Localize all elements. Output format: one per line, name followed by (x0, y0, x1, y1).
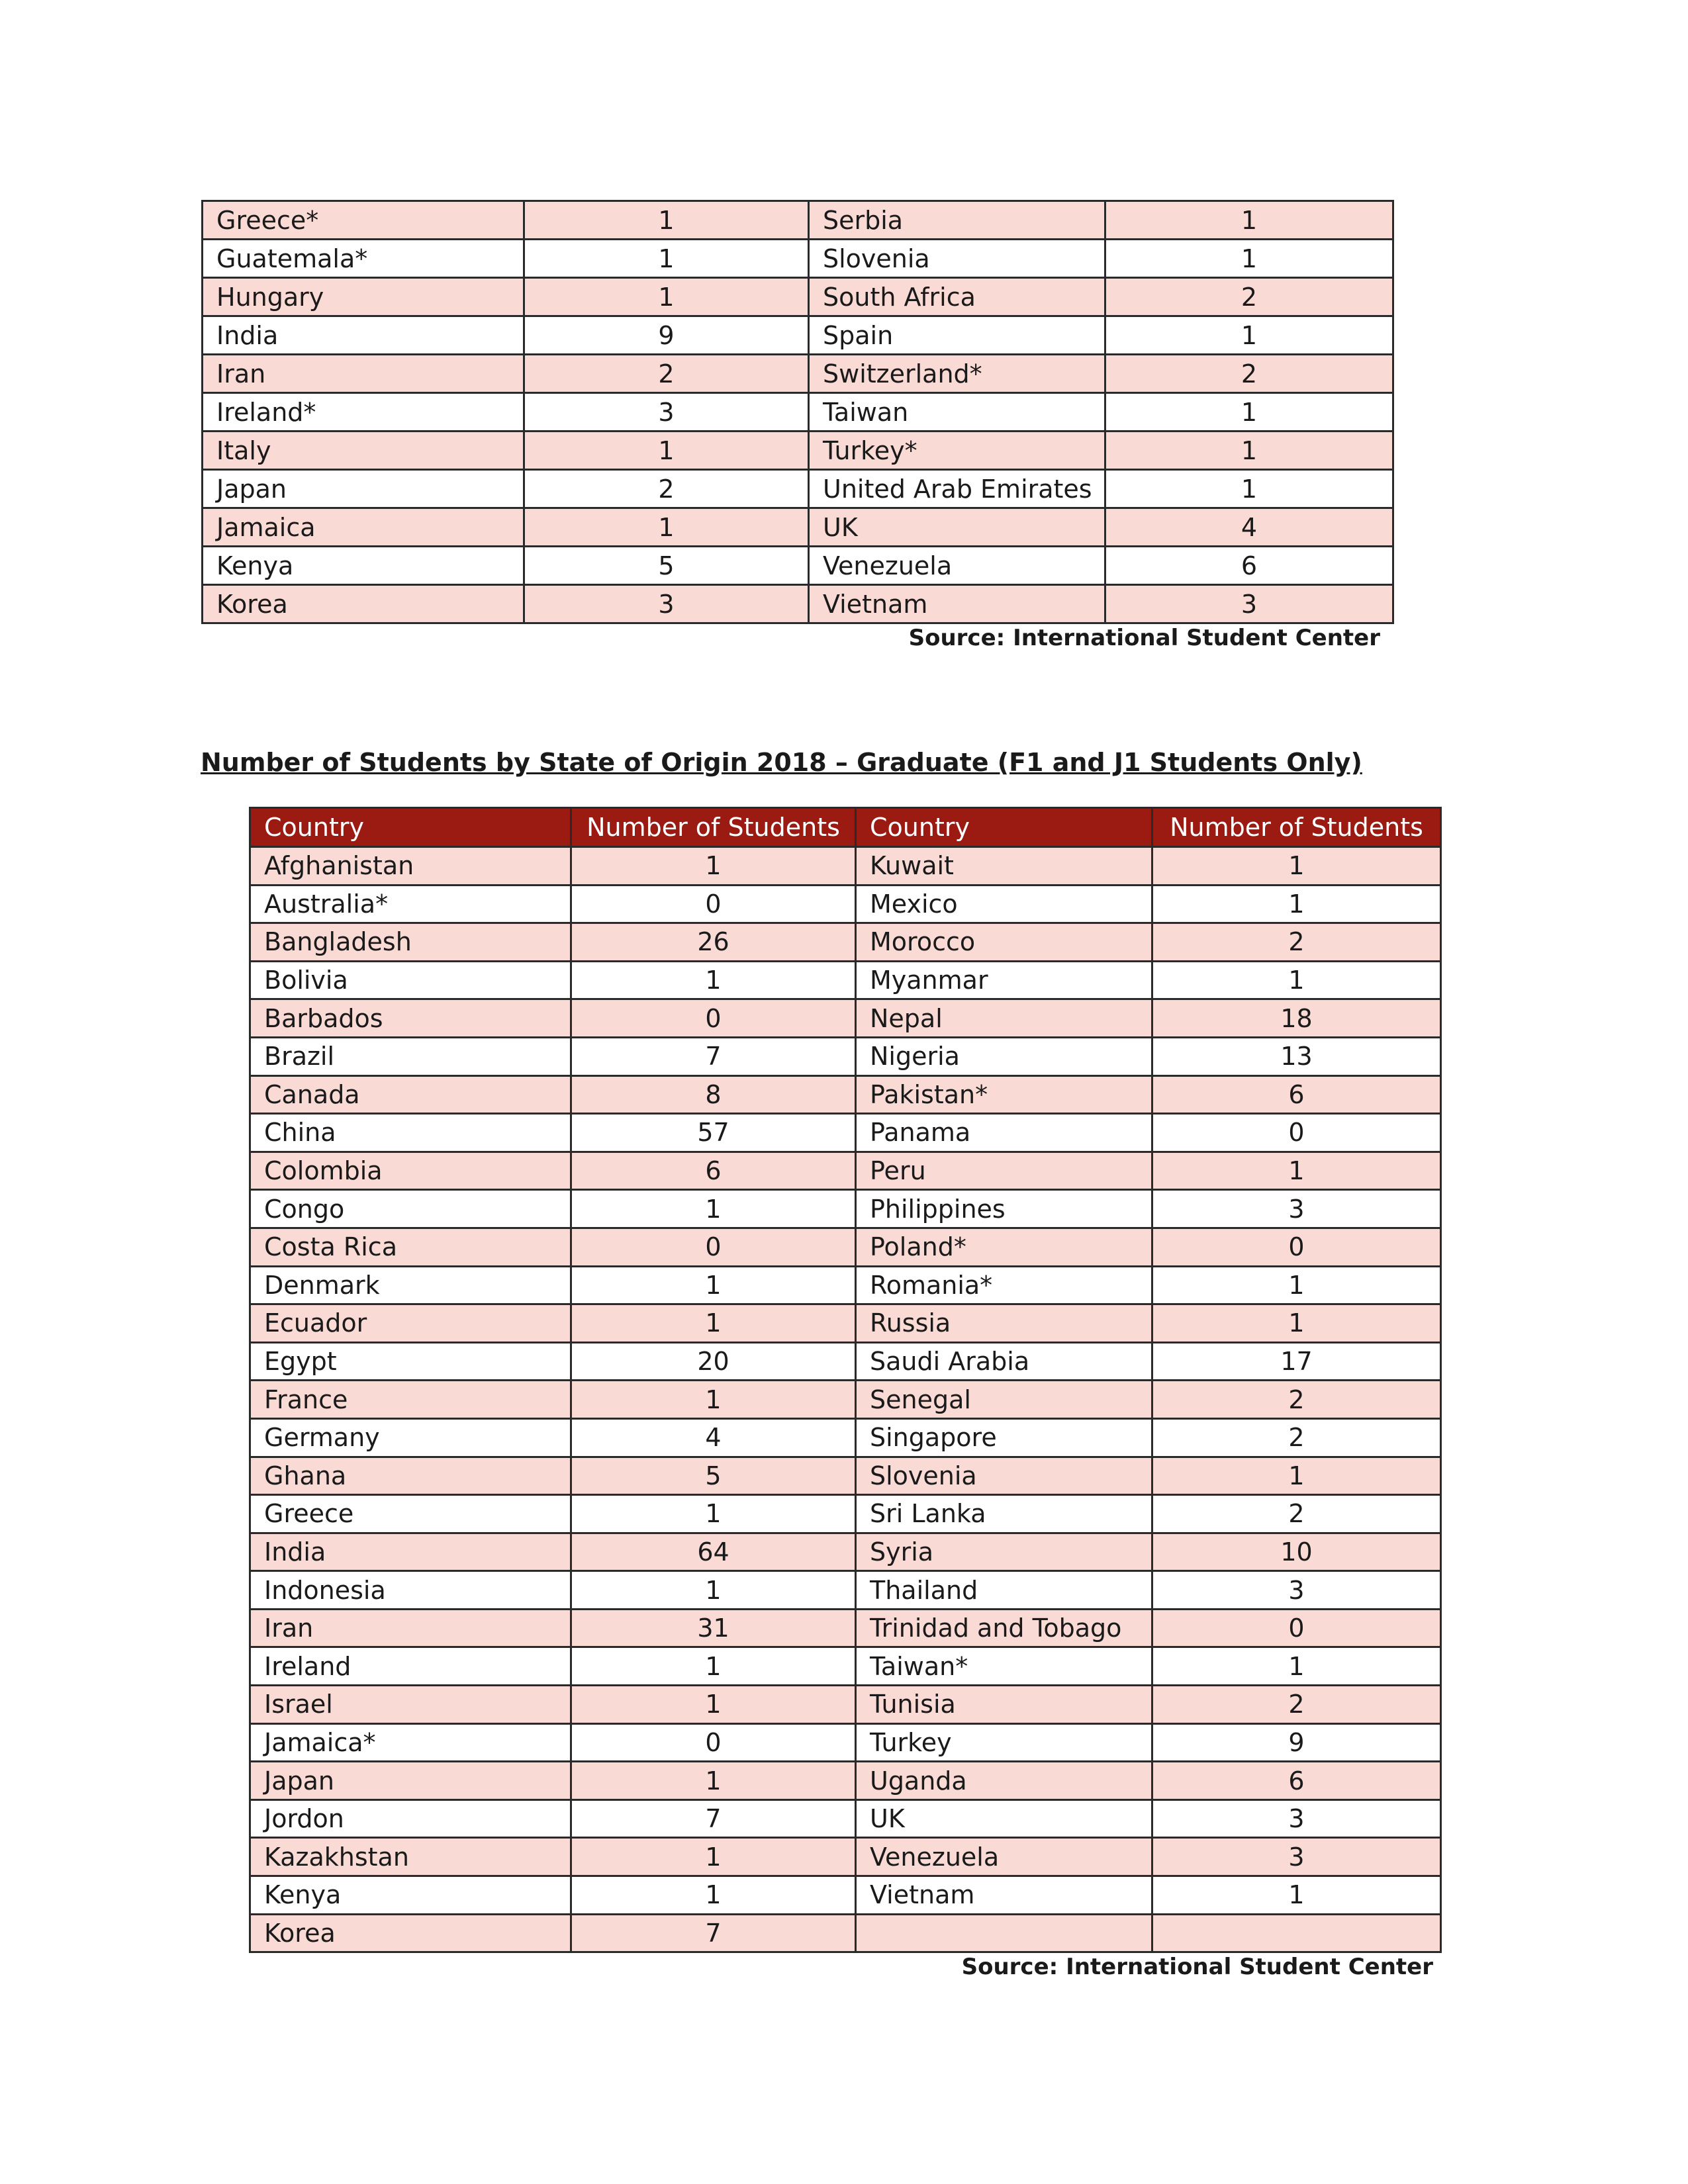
country-cell: Kenya (203, 547, 524, 585)
count-cell: 5 (571, 1457, 856, 1495)
table-row (250, 1838, 1441, 1876)
table-row (250, 1647, 1441, 1686)
country-cell: Trinidad and Tobago (856, 1609, 1152, 1647)
country-cell: Hungary (203, 278, 524, 316)
country-cell: Venezuela (809, 547, 1105, 585)
country-cell: Egypt (250, 1342, 571, 1381)
count-cell: 1 (1105, 393, 1393, 432)
table-row (250, 1495, 1441, 1533)
table-row (203, 432, 1393, 470)
count-cell: 1 (571, 1571, 856, 1610)
count-cell: 4 (1105, 508, 1393, 547)
count-cell: 64 (571, 1533, 856, 1571)
table-row (203, 201, 1393, 240)
country-cell: Japan (203, 470, 524, 508)
table-row (250, 1762, 1441, 1800)
table-row (250, 1304, 1441, 1343)
count-cell: 1 (524, 508, 809, 547)
country-cell (856, 1914, 1152, 1952)
count-cell: 0 (1152, 1114, 1441, 1152)
country-cell: Ireland* (203, 393, 524, 432)
count-cell: 1 (1152, 1457, 1441, 1495)
country-cell: Turkey* (809, 432, 1105, 470)
country-cell: Mexico (856, 885, 1152, 923)
count-cell: 3 (1152, 1571, 1441, 1610)
country-cell: Thailand (856, 1571, 1152, 1610)
table-row (250, 1457, 1441, 1495)
country-cell: Nepal (856, 999, 1152, 1038)
count-cell: 20 (571, 1342, 856, 1381)
country-cell: Jamaica* (250, 1723, 571, 1762)
country-cell: Brazil (250, 1037, 571, 1075)
country-cell: Philippines (856, 1190, 1152, 1228)
count-cell: 3 (1152, 1799, 1441, 1838)
country-cell: Turkey (856, 1723, 1152, 1762)
table-row (250, 885, 1441, 923)
count-cell: 2 (1105, 278, 1393, 316)
count-cell: 1 (1152, 1152, 1441, 1190)
count-cell: 3 (524, 393, 809, 432)
country-cell: China (250, 1114, 571, 1152)
count-cell: 9 (1152, 1723, 1441, 1762)
country-cell: Ghana (250, 1457, 571, 1495)
country-cell: Congo (250, 1190, 571, 1228)
count-cell: 2 (524, 355, 809, 393)
count-cell: 6 (571, 1152, 856, 1190)
country-cell: Syria (856, 1533, 1152, 1571)
table-row (250, 999, 1441, 1038)
count-cell: 6 (1152, 1075, 1441, 1114)
country-cell: Barbados (250, 999, 571, 1038)
table-row (250, 1342, 1441, 1381)
country-cell: Morocco (856, 923, 1152, 962)
count-cell: 0 (571, 1723, 856, 1762)
country-cell: Denmark (250, 1266, 571, 1304)
country-cell: Tunisia (856, 1686, 1152, 1724)
count-cell: 3 (524, 585, 809, 623)
country-cell: Italy (203, 432, 524, 470)
country-cell: UK (809, 508, 1105, 547)
count-cell: 1 (524, 278, 809, 316)
country-cell: Kenya (250, 1876, 571, 1915)
count-cell: 2 (1152, 1381, 1441, 1419)
count-cell: 1 (571, 1495, 856, 1533)
table-row (203, 585, 1393, 623)
country-cell: Venezuela (856, 1838, 1152, 1876)
count-cell: 2 (1152, 1418, 1441, 1457)
count-cell: 1 (1152, 847, 1441, 886)
count-cell: 1 (1105, 316, 1393, 355)
table-row (250, 1266, 1441, 1304)
country-cell: Jamaica (203, 508, 524, 547)
country-cell: Vietnam (809, 585, 1105, 623)
country-cell: Afghanistan (250, 847, 571, 886)
country-cell: France (250, 1381, 571, 1419)
count-cell: 1 (1152, 961, 1441, 999)
count-cell: 3 (1152, 1838, 1441, 1876)
source-note: Source: International Student Center (961, 1954, 1433, 1980)
table-row (203, 240, 1393, 278)
count-cell: 2 (1105, 355, 1393, 393)
count-cell: 1 (571, 1266, 856, 1304)
table-row (250, 1609, 1441, 1647)
table-row (250, 1228, 1441, 1266)
count-cell: 1 (524, 432, 809, 470)
country-cell: Sri Lanka (856, 1495, 1152, 1533)
country-cell: Bangladesh (250, 923, 571, 962)
country-cell: Slovenia (856, 1457, 1152, 1495)
table-row (203, 393, 1393, 432)
count-cell: 1 (1105, 240, 1393, 278)
country-cell: South Africa (809, 278, 1105, 316)
country-cell: Korea (250, 1914, 571, 1952)
count-cell: 31 (571, 1609, 856, 1647)
country-cell: Greece* (203, 201, 524, 240)
count-cell: 1 (1152, 1266, 1441, 1304)
country-cell: Australia* (250, 885, 571, 923)
section-title: Number of Students by State of Origin 2018 – Graduate (F1 and J1 Students Only) (201, 748, 1362, 777)
country-cell: Japan (250, 1762, 571, 1800)
country-cell: Ireland (250, 1647, 571, 1686)
country-cell: Taiwan* (856, 1647, 1152, 1686)
table-row (203, 508, 1393, 547)
table-row (250, 1381, 1441, 1419)
count-cell: 2 (1152, 923, 1441, 962)
count-cell: 2 (1152, 1686, 1441, 1724)
country-cell: United Arab Emirates (809, 470, 1105, 508)
country-cell: Indonesia (250, 1571, 571, 1610)
country-cell: Serbia (809, 201, 1105, 240)
country-cell: Slovenia (809, 240, 1105, 278)
count-cell: 1 (571, 1838, 856, 1876)
count-cell: 1 (1152, 1647, 1441, 1686)
count-cell: 1 (524, 201, 809, 240)
table-row (250, 1914, 1441, 1952)
table-row (203, 470, 1393, 508)
count-cell: 1 (571, 1190, 856, 1228)
table-row (250, 1114, 1441, 1152)
table-row (250, 1571, 1441, 1610)
country-cell: Germany (250, 1418, 571, 1457)
count-cell: 1 (571, 847, 856, 886)
country-cell: Singapore (856, 1418, 1152, 1457)
country-cell: Spain (809, 316, 1105, 355)
count-cell: 2 (524, 470, 809, 508)
count-cell: 1 (571, 1647, 856, 1686)
count-cell: 0 (1152, 1228, 1441, 1266)
country-cell: Iran (203, 355, 524, 393)
country-cell: Ecuador (250, 1304, 571, 1343)
table-row (203, 278, 1393, 316)
count-cell: 1 (1152, 885, 1441, 923)
count-cell: 2 (1152, 1495, 1441, 1533)
count-cell: 18 (1152, 999, 1441, 1038)
count-cell: 9 (524, 316, 809, 355)
count-cell: 26 (571, 923, 856, 962)
country-cell: Russia (856, 1304, 1152, 1343)
country-cell: Pakistan* (856, 1075, 1152, 1114)
country-cell: Guatemala* (203, 240, 524, 278)
count-cell (1152, 1914, 1441, 1952)
country-cell: Peru (856, 1152, 1152, 1190)
country-cell: Nigeria (856, 1037, 1152, 1075)
count-cell: 1 (571, 1304, 856, 1343)
country-cell: Bolivia (250, 961, 571, 999)
count-cell: 17 (1152, 1342, 1441, 1381)
table-row (250, 1723, 1441, 1762)
country-cell: Israel (250, 1686, 571, 1724)
count-cell: 0 (571, 999, 856, 1038)
table-row (250, 961, 1441, 999)
count-cell: 0 (571, 1228, 856, 1266)
country-cell: Canada (250, 1075, 571, 1114)
table-row (203, 547, 1393, 585)
count-cell: 1 (1152, 1876, 1441, 1915)
count-cell: 1 (571, 1762, 856, 1800)
source-note: Source: International Student Center (908, 625, 1380, 651)
country-cell: Senegal (856, 1381, 1152, 1419)
count-cell: 1 (571, 961, 856, 999)
count-cell: 1 (1105, 470, 1393, 508)
country-cell: Taiwan (809, 393, 1105, 432)
country-cell: Costa Rica (250, 1228, 571, 1266)
count-cell: 5 (524, 547, 809, 585)
count-cell: 13 (1152, 1037, 1441, 1075)
country-cell: Kuwait (856, 847, 1152, 886)
graduate-students-table (249, 807, 1442, 1953)
column-header: Number of Students (1152, 808, 1441, 847)
count-cell: 1 (1105, 201, 1393, 240)
table-row (250, 1152, 1441, 1190)
table-row (250, 1418, 1441, 1457)
country-cell: Iran (250, 1609, 571, 1647)
table-row (250, 1075, 1441, 1114)
table-row (203, 355, 1393, 393)
column-header: Country (250, 808, 571, 847)
count-cell: 0 (1152, 1609, 1441, 1647)
country-cell: Colombia (250, 1152, 571, 1190)
country-cell: Poland* (856, 1228, 1152, 1266)
count-cell: 1 (571, 1686, 856, 1724)
table-row (250, 1686, 1441, 1724)
count-cell: 8 (571, 1075, 856, 1114)
count-cell: 1 (1152, 1304, 1441, 1343)
country-cell: Korea (203, 585, 524, 623)
count-cell: 0 (571, 885, 856, 923)
country-cell: Greece (250, 1495, 571, 1533)
country-cell: Uganda (856, 1762, 1152, 1800)
table-row (250, 1876, 1441, 1915)
table-row (203, 316, 1393, 355)
count-cell: 1 (524, 240, 809, 278)
table-row (250, 1037, 1441, 1075)
count-cell: 1 (1105, 432, 1393, 470)
country-cell: Myanmar (856, 961, 1152, 999)
count-cell: 6 (1152, 1762, 1441, 1800)
table-row (250, 1799, 1441, 1838)
count-cell: 57 (571, 1114, 856, 1152)
count-cell: 7 (571, 1914, 856, 1952)
country-cell: UK (856, 1799, 1152, 1838)
table-row (250, 1190, 1441, 1228)
count-cell: 1 (571, 1876, 856, 1915)
country-cell: India (250, 1533, 571, 1571)
count-cell: 4 (571, 1418, 856, 1457)
table-row (250, 1533, 1441, 1571)
table-header-row (250, 808, 1441, 847)
country-cell: India (203, 316, 524, 355)
country-cell: Switzerland* (809, 355, 1105, 393)
column-header: Country (856, 808, 1152, 847)
count-cell: 7 (571, 1799, 856, 1838)
country-cell: Panama (856, 1114, 1152, 1152)
count-cell: 10 (1152, 1533, 1441, 1571)
country-cell: Vietnam (856, 1876, 1152, 1915)
count-cell: 3 (1152, 1190, 1441, 1228)
country-cell: Jordon (250, 1799, 571, 1838)
country-cell: Romania* (856, 1266, 1152, 1304)
count-cell: 1 (571, 1381, 856, 1419)
table-row (250, 847, 1441, 886)
country-cell: Kazakhstan (250, 1838, 571, 1876)
count-cell: 6 (1105, 547, 1393, 585)
column-header: Number of Students (571, 808, 856, 847)
count-cell: 7 (571, 1037, 856, 1075)
table-row (250, 923, 1441, 962)
country-cell: Saudi Arabia (856, 1342, 1152, 1381)
country-table-continued (201, 200, 1394, 624)
count-cell: 3 (1105, 585, 1393, 623)
